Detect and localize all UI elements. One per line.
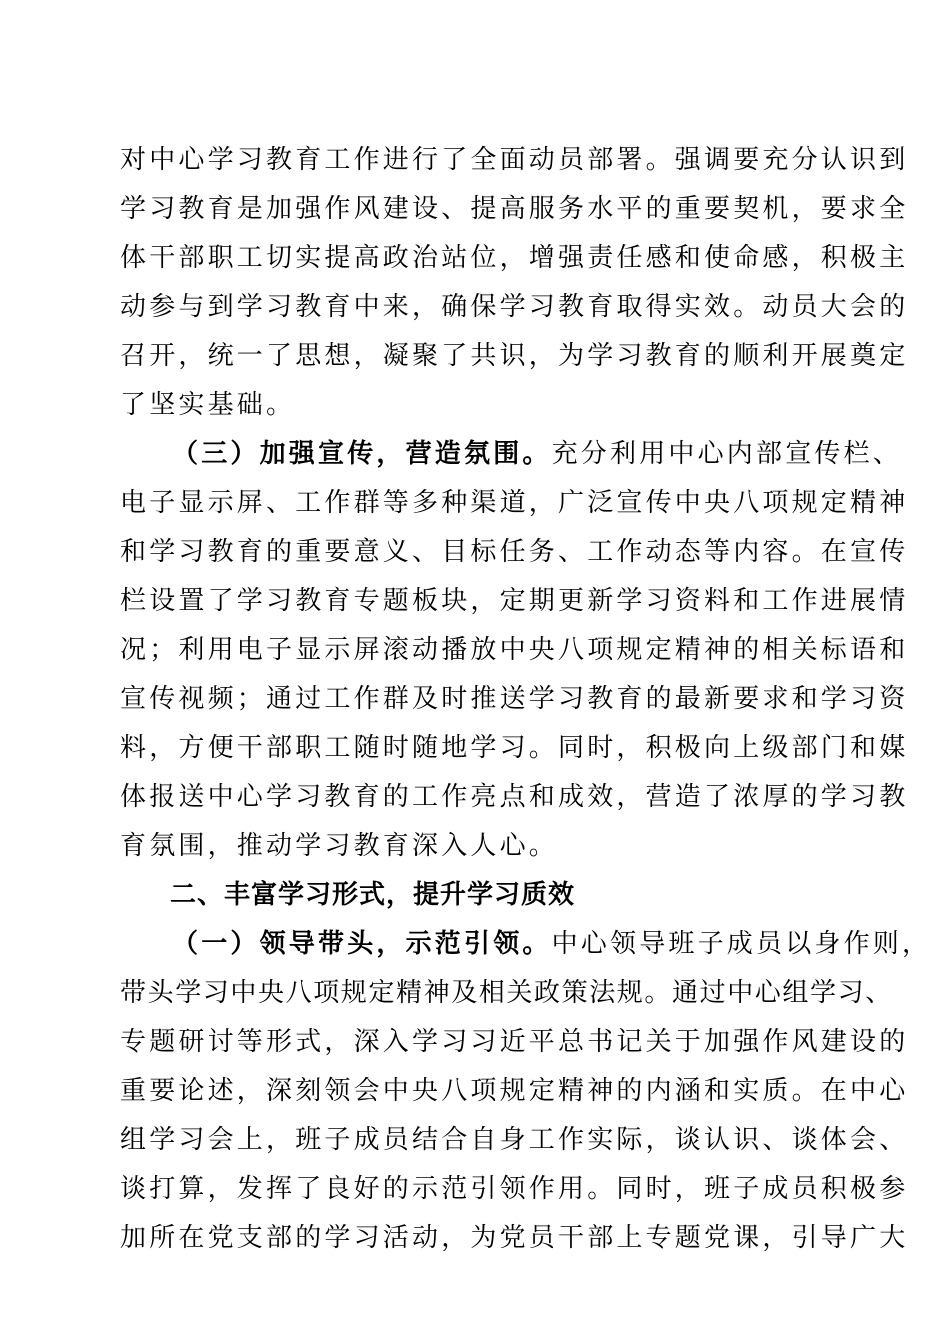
paragraph-1-line-2: 学习教育是加强作风建设、提高服务水平的重要契机，要求全 [120, 194, 909, 224]
paragraph-2-line-3: 和学习教育的重要意义、目标任务、工作动态等内容。在宣传 [120, 537, 909, 567]
paragraph-2-line-4: 栏设置了学习教育专题板块，定期更新学习资料和工作进展情 [120, 586, 909, 616]
paragraph-2-lead: （三）加强宣传，营造氛围。 [172, 439, 552, 469]
paragraph-3-line-5: 组学习会上，班子成员结合自身工作实际，谈认识、谈体会、 [120, 1125, 909, 1155]
paragraph-2-line-8: 体报送中心学习教育的工作亮点和成效，营造了浓厚的学习教 [120, 782, 909, 812]
paragraph-3-line-4: 重要论述，深刻领会中央八项规定精神的内涵和实质。在中心 [120, 1076, 909, 1106]
paragraph-2-line-5: 况；利用电子显示屏滚动播放中央八项规定精神的相关标语和 [120, 635, 909, 665]
paragraph-2-line-7: 料，方便干部职工随时随地学习。同时，积极向上级部门和媒 [120, 733, 909, 763]
paragraph-3-lead: （一）领导带头，示范引领。 [172, 929, 552, 959]
paragraph-2-first-line [172, 439, 902, 469]
paragraph-3-first-line-rest: 中心领导班子成员以身作则， [551, 929, 932, 959]
paragraph-1-line-4: 动参与到学习教育中来，确保学习教育取得实效。动员大会的 [120, 292, 909, 322]
paragraph-2-line-2: 电子显示屏、工作群等多种渠道，广泛宣传中央八项规定精神 [120, 488, 909, 518]
paragraph-1-line-5: 召开，统一了思想，凝聚了共识，为学习教育的顺利开展奠定 [120, 341, 909, 371]
paragraph-2-first-line-rest: 充分利用中心内部宣传栏、 [551, 439, 903, 469]
paragraph-3-first-line [172, 929, 931, 959]
paragraph-3-line-6: 谈打算，发挥了良好的示范引领作用。同时，班子成员积极参 [120, 1174, 909, 1204]
paragraph-1-line-3: 体干部职工切实提高政治站位，增强责任感和使命感，积极主 [120, 243, 909, 273]
paragraph-3-line-3: 专题研讨等形式，深入学习习近平总书记关于加强作风建设的 [120, 1027, 909, 1057]
section-heading: 二、丰富学习形式，提升学习质效 [170, 880, 576, 910]
paragraph-1-line-1: 对中心学习教育工作进行了全面动员部署。强调要充分认识到 [120, 145, 909, 175]
paragraph-2-line-6: 宣传视频；通过工作群及时推送学习教育的最新要求和学习资 [120, 684, 909, 714]
paragraph-3-line-2: 带头学习中央八项规定精神及相关政策法规。通过中心组学习、 [120, 978, 893, 1008]
paragraph-1-line-6: 了坚实基础。 [120, 390, 296, 420]
paragraph-2-line-9: 育氛围，推动学习教育深入人心。 [120, 831, 559, 861]
paragraph-3-line-7: 加所在党支部的学习活动，为党员干部上专题党课，引导广大 [120, 1223, 909, 1253]
